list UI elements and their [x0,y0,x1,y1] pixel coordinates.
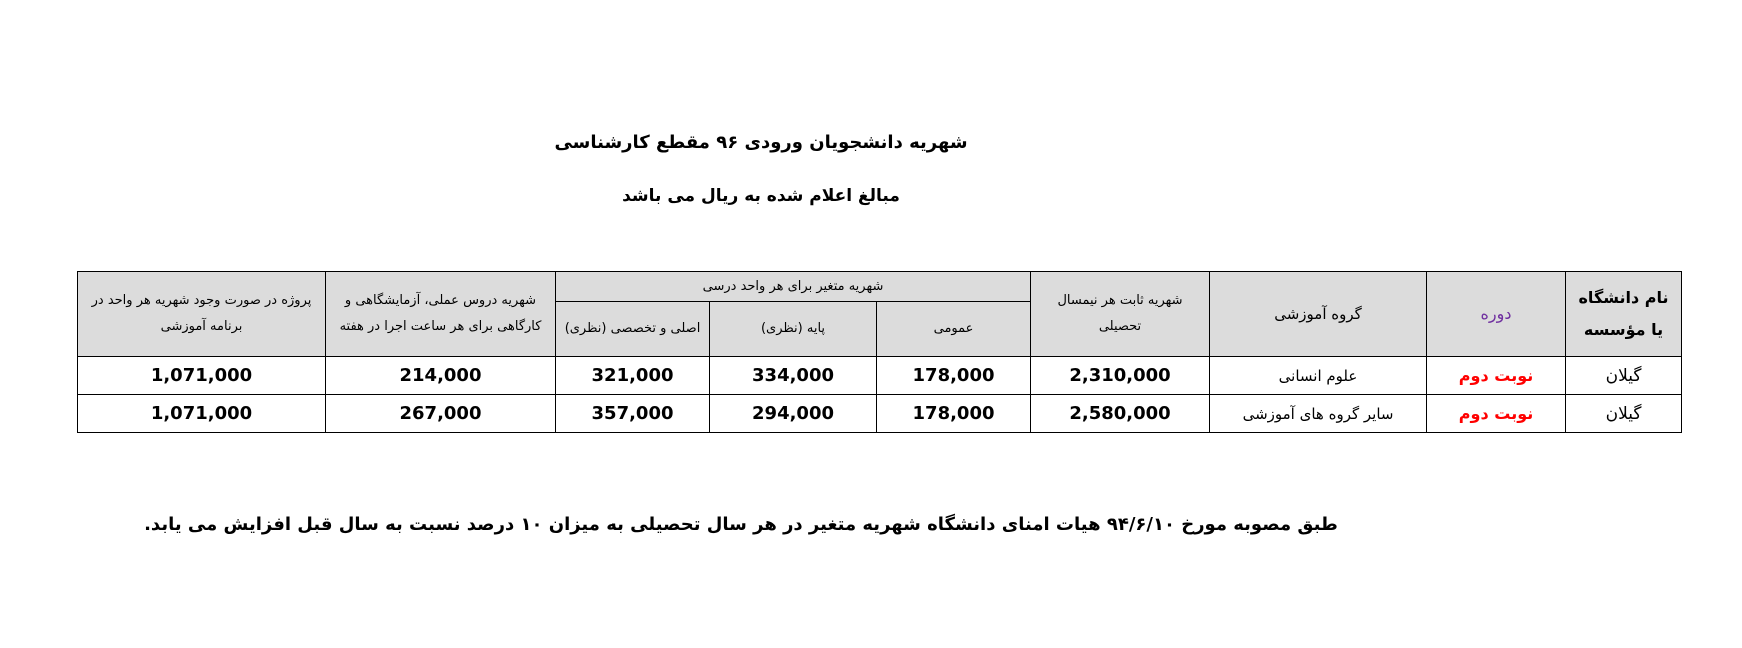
header-group: گروه آموزشی [1210,272,1427,357]
cell-practical-fee: 214,000 [326,357,556,395]
footer-note: طبق مصوبه مورخ ۹۴/۶/۱۰ هیات امنای دانشگاه شهریه متغیر در هر سال تحصیلی به میزان ۱۰ درصد نسبت به سال قبل افزایش می یابد. [144,514,1338,535]
cell-fixed-fee: 2,310,000 [1031,357,1210,395]
cell-core: 357,000 [556,395,710,433]
header-institution: نام دانشگاه یا مؤسسه [1566,272,1682,357]
page-title: شهریه دانشجویان ورودی ۹۶ مقطع کارشناسی [554,132,968,153]
page-subtitle: مبالغ اعلام شده به ریال می باشد [622,186,900,206]
cell-institution: گیلان [1566,395,1682,433]
cell-period: نوبت دوم [1427,395,1566,433]
table-row [78,357,1682,395]
header-variable-fee: شهریه متغیر برای هر واحد درسی [556,272,1031,302]
table-header-row [78,272,1682,302]
table-row [78,395,1682,433]
cell-general: 178,000 [877,395,1031,433]
cell-group: سایر گروه های آموزشی [1210,395,1427,433]
tuition-table [77,271,1682,433]
header-general: عمومی [877,302,1031,357]
cell-period: نوبت دوم [1427,357,1566,395]
header-fixed-fee: شهریه ثابت هر نیمسال تحصیلی [1031,272,1210,357]
cell-institution: گیلان [1566,357,1682,395]
header-period: دوره [1427,272,1566,357]
header-project-fee: پروژه در صورت وجود شهریه هر واحد در برنامه آموزشی [78,272,326,357]
header-practical-fee: شهریه دروس عملی، آزمایشگاهی و کارگاهی برای هر ساعت اجرا در هفته [326,272,556,357]
header-basic: پایه (نظری) [710,302,877,357]
cell-fixed-fee: 2,580,000 [1031,395,1210,433]
cell-basic: 334,000 [710,357,877,395]
header-core: اصلی و تخصصی (نظری) [556,302,710,357]
cell-basic: 294,000 [710,395,877,433]
cell-group: علوم انسانی [1210,357,1427,395]
cell-project-fee: 1,071,000 [78,395,326,433]
cell-general: 178,000 [877,357,1031,395]
cell-practical-fee: 267,000 [326,395,556,433]
cell-core: 321,000 [556,357,710,395]
cell-project-fee: 1,071,000 [78,357,326,395]
